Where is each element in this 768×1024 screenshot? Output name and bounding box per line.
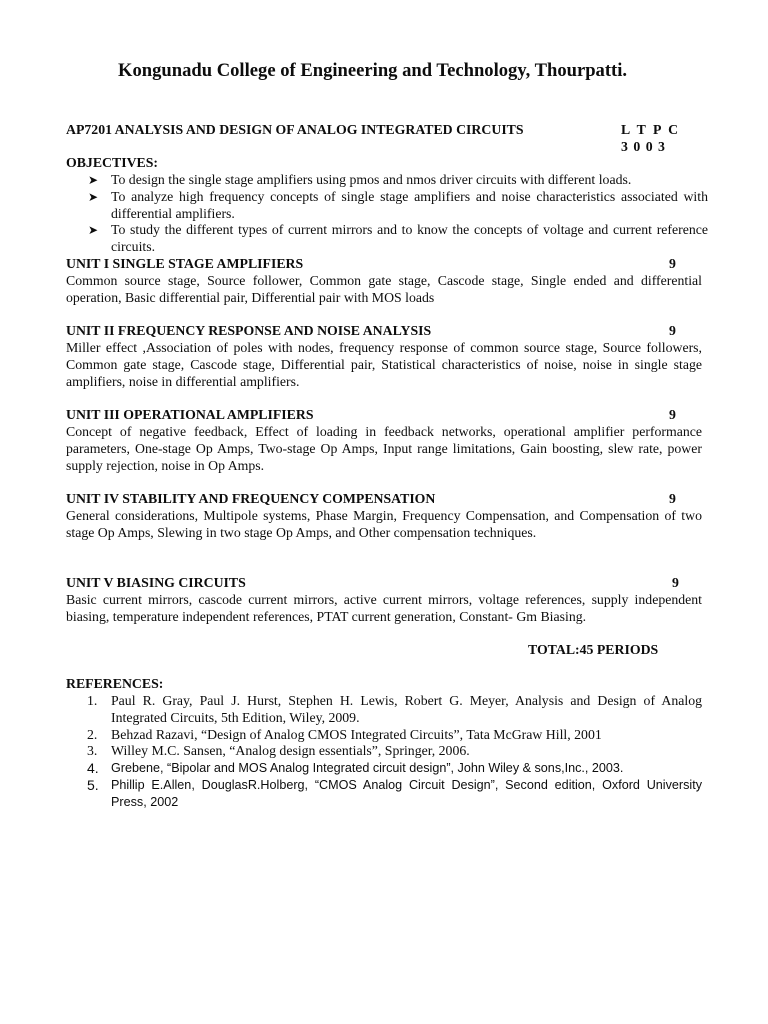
unit-hours: 9 [669,491,676,506]
unit-section [66,407,702,474]
arrow-bullet-icon: ➤ [88,189,99,204]
unit-title: UNIT IV STABILITY AND FREQUENCY COMPENSATION [66,491,436,506]
unit-section [66,256,702,307]
reference-number: 2. [87,726,98,742]
objective-text: To analyze high frequency concepts of single stage amplifiers and noise characteristics associated with differential amplifiers. [111,188,708,221]
course-title: AP7201 ANALYSIS AND DESIGN OF ANALOG INTEGRATED CIRCUITS [66,122,524,137]
references-list [66,693,702,811]
arrow-bullet-icon: ➤ [88,223,99,238]
unit-section [66,575,702,626]
total-periods: TOTAL:45 PERIODS [528,642,659,657]
reference-text: Grebene, “Bipolar and MOS Analog Integrated circuit design”, John Wiley & sons,Inc., 2003. [111,761,624,776]
reference-item [66,727,702,744]
unit-header [66,407,702,424]
reference-item [66,693,702,727]
unit-section [66,491,702,542]
objective-item [88,189,708,223]
reference-text: Willey M.C. Sansen, “Analog design essentials”, Springer, 2006. [111,743,470,759]
reference-text: Behzad Razavi, “Design of Analog CMOS Integrated Circuits”, Tata McGraw Hill, 2001 [111,726,602,742]
ltpc-label: L T P C [621,122,679,137]
reference-number: 4. [87,760,99,777]
references-heading: REFERENCES: [66,676,164,691]
reference-text: Paul R. Gray, Paul J. Hurst, Stephen H. Lewis, Robert G. Meyer, Analysis and Design of Analog Integrated Circuits, 5th Edition, Wiley, 2009. [111,693,702,725]
reference-item [66,777,702,811]
objective-text: To design the single stage amplifiers using pmos and nmos driver circuits with different loads. [111,172,632,187]
unit-header [66,491,702,508]
reference-item [66,743,702,760]
objective-item [88,222,708,256]
unit-hours: 9 [669,323,676,338]
unit-content: Common source stage, Source follower, Common gate stage, Cascode stage, Single ended and differential operation, Basic differential pair, Differential pair with MOS loads [66,273,702,305]
unit-content: Concept of negative feedback, Effect of loading in feedback networks, operational amplifier performance parameters, One-stage Op Amps, Two-stage Op Amps, Input range limitations, Gain boosting, slew rate, power supply rejection, noise in Op Amps. [66,424,702,473]
unit-title: UNIT V BIASING CIRCUITS [66,575,246,590]
unit-title: UNIT III OPERATIONAL AMPLIFIERS [66,407,314,422]
objectives-list [88,172,708,256]
unit-hours: 9 [669,256,676,271]
unit-title: UNIT II FREQUENCY RESPONSE AND NOISE ANALYSIS [66,323,432,338]
unit-title: UNIT I SINGLE STAGE AMPLIFIERS [66,256,304,271]
unit-content: Miller effect ,Association of poles with nodes, frequency response of common source stage, Source followers, Common gate stage, Cascode stage, Differential pair, Statistical characteristics of noise, noise in single stage amplifiers, noise in differential amplifiers. [66,340,702,389]
reference-text: Phillip E.Allen, DouglasR.Holberg, “CMOS Analog Circuit Design”, Second edition, Oxford University Press, 2002 [111,777,702,809]
unit-header [66,323,702,340]
reference-number: 3. [87,743,98,759]
reference-item [66,760,702,777]
college-name: Kongunadu College of Engineering and Technology, Thourpatti. [118,60,628,81]
unit-header [66,575,702,592]
reference-number: 1. [87,693,98,708]
unit-hours: 9 [672,575,679,590]
unit-hours: 9 [669,407,676,422]
arrow-bullet-icon: ➤ [88,173,99,187]
unit-section [66,323,702,390]
unit-content: Basic current mirrors, cascode current mirrors, active current mirrors, voltage references, supply independent biasing, temperature independent references, PTAT current generation, Constant- Gm Biasing. [66,592,702,624]
objective-item [88,172,708,189]
objective-text: To study the different types of current mirrors and to know the concepts of voltage and current reference circuits. [111,222,708,255]
objectives-heading: OBJECTIVES: [66,155,159,170]
course-credits: 3 0 0 3 [621,139,665,154]
unit-header [66,256,702,273]
unit-content: General considerations, Multipole systems, Phase Margin, Frequency Compensation, and Compensation of two stage Op Amps, Slewing in two stage Op Amps, and Other compensation techniques. [66,508,702,540]
reference-number: 5. [87,776,99,793]
